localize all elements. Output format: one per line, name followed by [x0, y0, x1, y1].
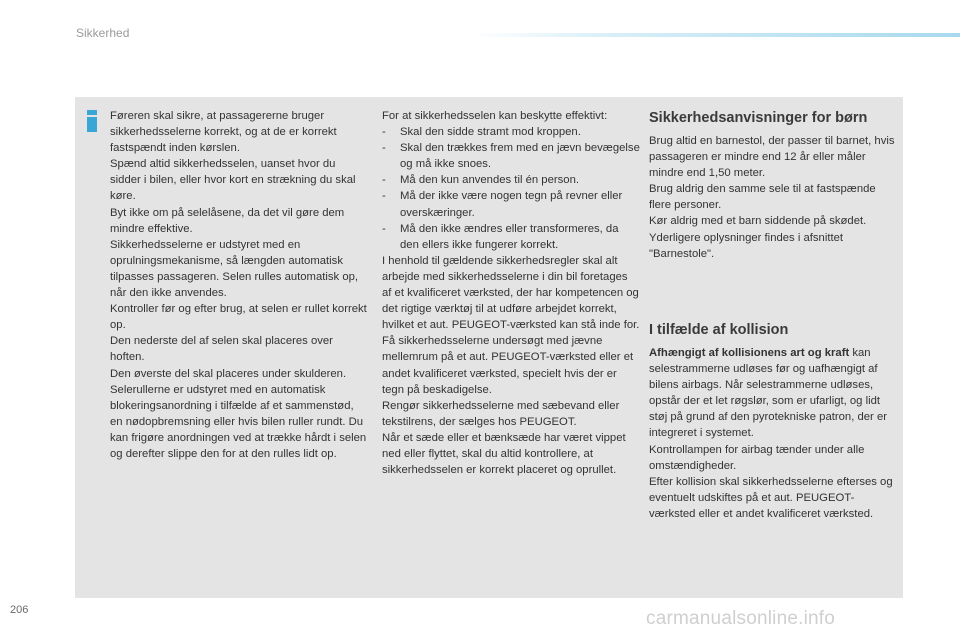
paragraph: Yderligere oplysninger findes i afsnittet "Barnestole". [649, 231, 844, 260]
page-number: 206 [10, 604, 29, 616]
list-item-text: Må den ikke ændres eller transformeres, da den ellers ikke fungerer korrekt. [400, 222, 619, 251]
list-item [382, 172, 640, 188]
list-item [382, 221, 640, 253]
paragraph: Kontroller før og efter brug, at selen er rullet korrekt op. [110, 303, 367, 332]
section-title: Sikkerhed [76, 26, 130, 40]
header-bar [470, 33, 960, 37]
list-item-text: Må den kun anvendes til én person. [400, 174, 579, 187]
list-item-text: Skal den trækkes frem med en jævn bevægelse og må ikke snoes. [400, 142, 640, 171]
collision-heading: I tilfælde af kollision [649, 322, 789, 338]
children-safety-heading: Sikkerhedsanvisninger for børn [649, 110, 868, 126]
paragraph: Spænd altid sikkerhedsselen, uanset hvor du sidder i bilen, eller hvor kort en strækning du skal køre. [110, 158, 356, 203]
paragraph: Brug aldrig den samme sele til at fastspænde flere personer. [649, 183, 876, 212]
bullet-marker: - [382, 174, 386, 187]
seatbelt-effectiveness-column [382, 108, 640, 478]
list-item-text: Må der ikke være nogen tegn på revner eller overskæringer. [400, 190, 623, 219]
bullet-marker: - [382, 142, 386, 155]
paragraph: Byt ikke om på selelåsene, da det vil gøre dem mindre effektive. [110, 206, 345, 235]
bullet-marker: - [382, 222, 386, 235]
bullet-marker: - [382, 190, 386, 203]
paragraph [649, 345, 899, 442]
paragraph: Få sikkerhedsselerne undersøgt med jævne mellemrum på et aut. PEUGEOT-værksted eller et andet kvalificeret værksted, specielt hvis der er tegn på beskadigelse. [382, 335, 634, 396]
collision-text [649, 345, 899, 522]
seatbelt-info-column [110, 108, 368, 462]
paragraph: Den øverste del skal placeres under skulderen. [110, 367, 347, 380]
paragraph: Når et sæde eller et bænksæde har været vippet ned eller flyttet, skal du altid kontrollere, at sikkerhedsselen er korrekt placeret og oprullet. [382, 431, 626, 477]
list-item [382, 124, 640, 140]
paragraph: Sikkerhedsselerne er udstyret med en oprulningsmekanisme, så længden automatisk tilpasses passageren. Selen rulles automatisk op, når den ikke anvendes. [110, 238, 359, 300]
list-item [382, 140, 640, 172]
list-item [382, 188, 640, 220]
lead-rest: kan selestrammerne udløses før og uafhængigt af bilens airbags. Når selestrammerne udløses, opstår der et let røgslør, som er ufarligt, og lidt støj på grund af den pyrotekniske patron, der er integreret i systemet. [649, 347, 887, 440]
list-item-text: Skal den sidde stramt mod kroppen. [400, 126, 581, 139]
intro-text: For at sikkerhedsselen kan beskytte effektivt: [382, 110, 608, 122]
watermark: carmanualsonline.info [646, 608, 836, 629]
paragraph: Selerullerne er udstyret med en automatisk blokeringsanordning i tilfælde af et sammenstød, en nødopbremsning eller hvis bilen ruller rundt. Du kan frigøre anordningen ved at trække hårdt i selen og derefter slippe den for at den rulles lidt op. [110, 383, 367, 460]
paragraph: Føreren skal sikre, at passagererne bruger sikkerhedsselerne korrekt, og at de er korrekt fastspændt inden kørslen. [110, 110, 337, 155]
bold-lead: Afhængigt af kollisionens art og kraft [649, 347, 850, 359]
bullet-marker: - [382, 126, 386, 139]
paragraph: Den nederste del af selen skal placeres over hoften. [110, 335, 333, 364]
paragraph: I henhold til gældende sikkerhedsregler skal alt arbejde med sikkerhedsselerne i din bil foretages af et kvalificeret værksted, der har kompetencen og det rigtige værktøj til at udføre arbejdet korrekt, hvilket et aut. PEUGEOT-værksted kan stå inde for. [382, 254, 640, 332]
info-icon [85, 110, 99, 132]
paragraph: Efter kollision skal sikkerhedsselerne efterses og eventuelt udskiftes på et aut. PEUGEOT-værksted eller et andet kvalificeret værksted. [649, 475, 893, 520]
paragraph: Kontrollampen for airbag tænder under alle omstændigheder. [649, 443, 865, 472]
paragraph: Rengør sikkerhedsselerne med sæbevand eller tekstilrens, der sælges hos PEUGEOT. [382, 399, 620, 428]
paragraph: Brug altid en barnestol, der passer til barnet, hvis passageren er mindre end 12 år eller måler mindre end 1,50 meter. [649, 135, 895, 180]
children-safety-text [649, 133, 899, 262]
paragraph: Kør aldrig med et barn siddende på skødet. [649, 215, 867, 228]
